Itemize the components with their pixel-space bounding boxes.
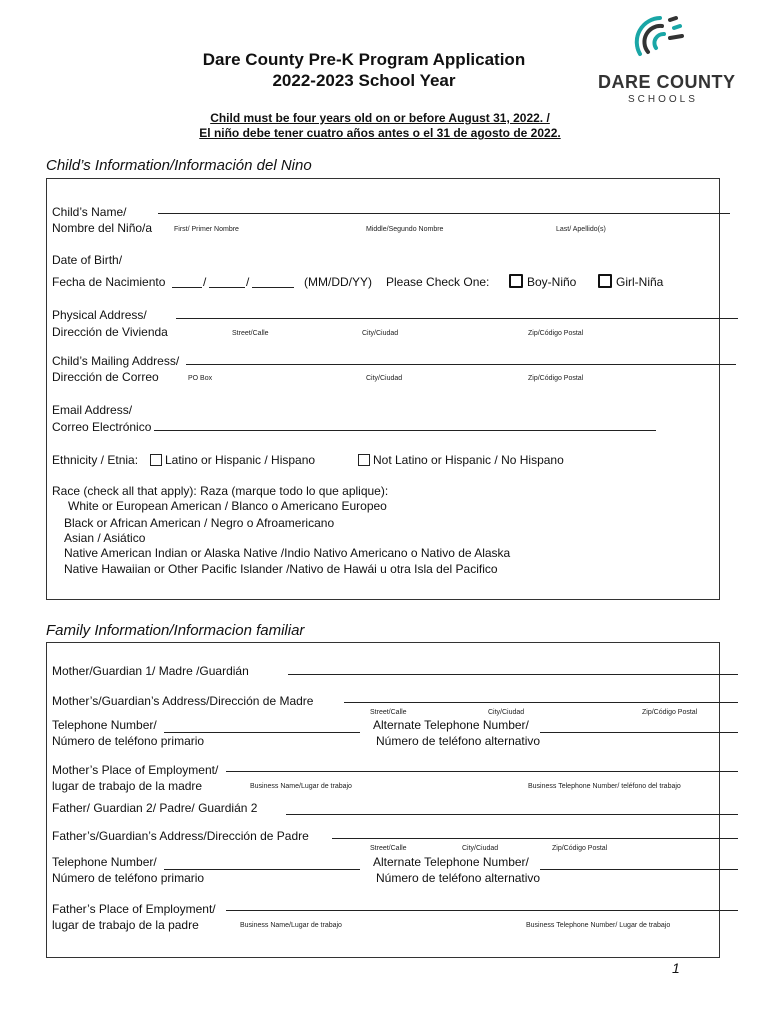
email-field[interactable]	[154, 430, 656, 431]
father-sub-business-tel: Business Telephone Number/ Lugar de trabajo	[526, 922, 671, 929]
mother-label: Mother/Guardian 1/ Madre /Guardián	[52, 664, 249, 678]
father-alt-tel-field[interactable]	[540, 869, 738, 870]
race-option-white[interactable]: White or European American / Blanco o Americano Europeo	[68, 499, 387, 513]
race-label: Race (check all that apply): Raza (marque todo lo que aplique):	[52, 484, 389, 498]
race-option-pacific-islander[interactable]: Native Hawaiian or Other Pacific Islander /Nativo de Hawái u otra Isla del Pacifico	[64, 562, 498, 576]
physical-address-field[interactable]	[176, 318, 738, 319]
mother-alt-tel-field[interactable]	[540, 732, 738, 733]
dob-label-en: Date of Birth/	[52, 253, 123, 267]
mother-sub-business-tel: Business Telephone Number/ teléfono del trabajo	[528, 783, 681, 790]
mother-alt-tel-label-en: Alternate Telephone Number/	[373, 718, 529, 732]
mother-sub-street: Street/Calle	[370, 709, 407, 716]
father-label: Father/ Guardian 2/ Padre/ Guardián 2	[52, 801, 258, 815]
boy-label: Boy-Niño	[527, 275, 577, 289]
mother-tel-field[interactable]	[164, 732, 360, 733]
mailing-address-label-es: Dirección de Correo	[52, 370, 159, 384]
sub-zip: Zip/Código Postal	[528, 330, 584, 337]
mailing-address-field[interactable]	[186, 364, 736, 365]
boy-checkbox[interactable]	[509, 274, 523, 288]
dob-slash-2: /	[246, 275, 250, 289]
dob-format: (MM/DD/YY)	[304, 275, 372, 289]
not-latino-checkbox[interactable]	[358, 454, 370, 466]
father-tel-label-es: Número de teléfono primario	[52, 871, 205, 885]
dob-month-field[interactable]	[172, 287, 202, 288]
child-info-box	[46, 178, 720, 600]
age-notice-es: El niño debe tener cuatro años antes o el 31 de agosto de 2022.	[199, 126, 561, 140]
school-year: 2022-2023 School Year	[272, 71, 456, 90]
father-address-field[interactable]	[332, 838, 738, 839]
sub-zip-mail: Zip/Código Postal	[528, 375, 584, 382]
mother-address-label: Mother’s/Guardian’s Address/Dirección de Madre	[52, 694, 314, 708]
check-one-label: Please Check One:	[386, 275, 490, 289]
mother-sub-zip: Zip/Código Postal	[642, 709, 698, 716]
father-address-label: Father’s/Guardian’s Address/Dirección de Padre	[52, 829, 309, 843]
not-latino-label: Not Latino or Hispanic / No Hispano	[373, 453, 564, 467]
email-label-en: Email Address/	[52, 403, 133, 417]
mother-sub-city: City/Ciudad	[488, 709, 525, 716]
physical-address-label-es: Dirección de Vivienda	[52, 325, 168, 339]
race-option-black[interactable]: Black or African American / Negro o Afroamericano	[64, 516, 335, 530]
sub-po-box: PO Box	[188, 375, 213, 382]
latino-label: Latino or Hispanic / Hispano	[165, 453, 316, 467]
child-name-label-es: Nombre del Niño/a	[52, 221, 153, 235]
mother-address-field[interactable]	[344, 702, 738, 703]
sub-last-name: Last/ Apellido(s)	[556, 226, 606, 233]
mother-employment-label-es: lugar de trabajo de la madre	[52, 779, 203, 793]
father-sub-city: City/Ciudad	[462, 845, 499, 852]
dob-year-field[interactable]	[252, 287, 294, 288]
age-notice-en: Child must be four years old on or before August 31, 2022. /	[210, 111, 550, 125]
mother-tel-label-es: Número de teléfono primario	[52, 734, 205, 748]
logo-name: DARE COUNTY	[598, 72, 736, 92]
father-tel-field[interactable]	[164, 869, 360, 870]
girl-checkbox[interactable]	[598, 274, 612, 288]
logo-mark-icon	[630, 14, 690, 70]
family-section-heading: Family Information/Informacion familiar	[46, 622, 305, 639]
page-number: 1	[672, 960, 680, 976]
logo-sub: SCHOOLS	[628, 94, 698, 105]
sub-first-name: First/ Primer Nombre	[174, 226, 239, 233]
father-tel-label-en: Telephone Number/	[52, 855, 157, 869]
dob-label-es: Fecha de Nacimiento	[52, 275, 166, 289]
father-alt-tel-label-es: Número de teléfono alternativo	[376, 871, 541, 885]
latino-checkbox[interactable]	[150, 454, 162, 466]
father-employment-label-en: Father’s Place of Employment/	[52, 902, 216, 916]
mother-name-field[interactable]	[288, 674, 738, 675]
girl-label: Girl-Niña	[616, 275, 664, 289]
physical-address-label-en: Physical Address/	[52, 308, 147, 322]
sub-city-mail: City/Ciudad	[366, 375, 403, 382]
mother-sub-business: Business Name/Lugar de trabajo	[250, 783, 352, 790]
father-employment-label-es: lugar de trabajo de la padre	[52, 918, 199, 932]
email-label-es: Correo Electrónico	[52, 420, 152, 434]
form-title: Dare County Pre-K Program Application	[202, 50, 526, 69]
sub-middle-name: Middle/Segundo Nombre	[366, 226, 444, 233]
dob-day-field[interactable]	[209, 287, 245, 288]
child-section-heading: Child’s Information/Información del Nino	[46, 157, 312, 174]
mother-employment-field[interactable]	[226, 771, 738, 772]
mother-employment-label-en: Mother’s Place of Employment/	[52, 763, 219, 777]
child-name-label-en: Child’s Name/	[52, 205, 127, 219]
child-name-field[interactable]	[158, 213, 730, 214]
father-sub-street: Street/Calle	[370, 845, 407, 852]
mother-alt-tel-label-es: Número de teléfono alternativo	[376, 734, 541, 748]
mailing-address-label-en: Child’s Mailing Address/	[52, 354, 180, 368]
father-name-field[interactable]	[286, 814, 738, 815]
sub-city: City/Ciudad	[362, 330, 399, 337]
ethnicity-label: Ethnicity / Etnia:	[52, 453, 139, 467]
dob-slash-1: /	[203, 275, 207, 289]
race-option-native-american[interactable]: Native American Indian or Alaska Native /Indio Nativo Americano o Nativo de Alaska	[64, 546, 511, 560]
mother-tel-label-en: Telephone Number/	[52, 718, 157, 732]
father-employment-field[interactable]	[226, 910, 738, 911]
father-sub-zip: Zip/Código Postal	[552, 845, 608, 852]
father-alt-tel-label-en: Alternate Telephone Number/	[373, 855, 529, 869]
father-sub-business: Business Name/Lugar de trabajo	[240, 922, 342, 929]
sub-street: Street/Calle	[232, 330, 269, 337]
race-option-asian[interactable]: Asian / Asiático	[64, 531, 146, 545]
